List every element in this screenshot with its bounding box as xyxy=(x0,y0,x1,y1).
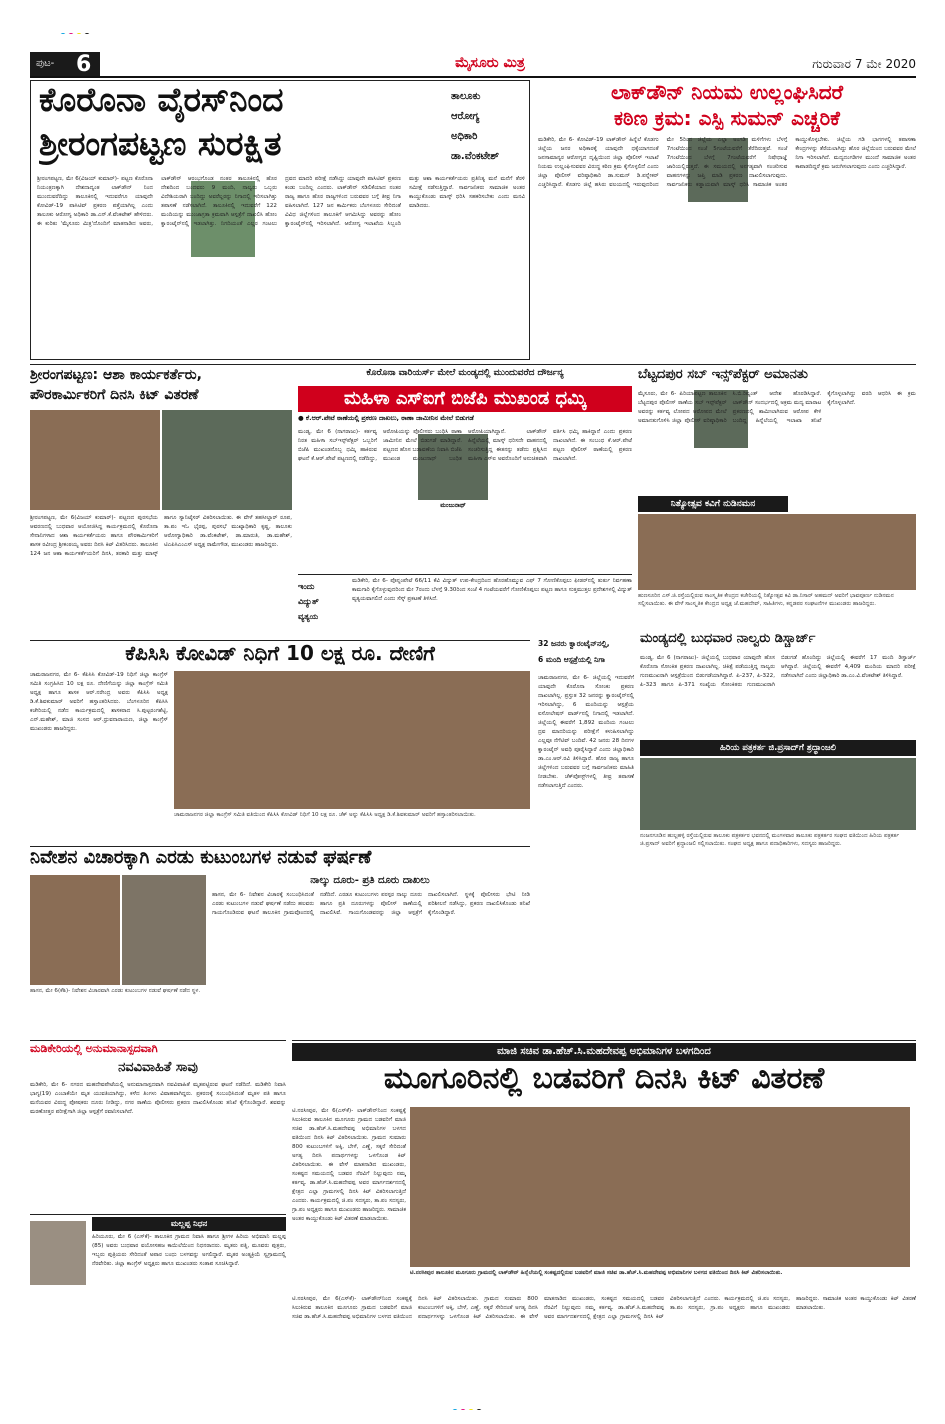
bettadapura-story xyxy=(638,368,916,494)
mahila-photo-caption: ಮಂಜುನಾಥ್ xyxy=(440,502,466,509)
sp-body: ಮಡಿಕೇರಿ, ಮೇ 6- ಕೋವಿಡ್-19 ಲಾಕ್‌ಡೌನ್ ಹಿನ್ನೆಲೆ ಕೊಡಗು ಜಿಲ್ಲೆಯ ಜನರ ಅಧಿಕಾರಕ್ಕೆ ಯಾವುದೇ ಧಕ್ಕೆಯಾಗದಂತೆ ಜನಸಾಮಾನ್ಯರ ಆರೋಗ್ಯದ ದೃಷ್ಟಿಯಿಂದ ಜಿಲ್ಲಾ ಪೊಲೀಸ್ ಇಲಾಖೆ ನಿಯಮ ಉಲ್ಲಂಘಿಸುವವರ ವಿರುದ್ಧ ಕಠಿಣ ಕ್ರಮ ಕೈಗೊಳ್ಳಲಿದೆ ಎಂದು ಜಿಲ್ಲಾ ಪೊಲೀಸ್ ವರಿಷ್ಠಾಧಿಕಾರಿ ಡಾ.ಸುಮನ್ ಡಿ.ಪನ್ನೇಕರ್ ಎಚ್ಚರಿಸಿದ್ದಾರೆ. ಕೊಡಗು ಜಿಲ್ಲೆ ಹಸಿರು ವಲಯದಲ್ಲಿ ಇರುವುದರಿಂದ ಮೇ 5ರಿಂದ ಜಿಲ್ಲೆಯ ಎಲ್ಲಾ ಅಂಗಡಿ ಮಳಿಗೆಗಳು ಬೆಳಗ್ಗೆ 7ಗಂಟೆಯಿಂದ ಸಂಜೆ 5ಗಂಟೆಯವರೆಗೆ ತೆರೆದಿರುತ್ತವೆ. ಸಂಜೆ 7ಗಂಟೆಯಿಂದ ಬೆಳಗ್ಗೆ 7ಗಂಟೆಯವರೆಗೆ ನಿಷೇಧಾಜ್ಞೆ ಜಾರಿಯಲ್ಲಿರುತ್ತದೆ. ಈ ಸಮಯದಲ್ಲಿ ಅನಗತ್ಯವಾಗಿ ಸಂಚರಿಸುವ ವಾಹನಗಳನ್ನು ಜಪ್ತಿ ಮಾಡಿ ಪ್ರಕರಣ ದಾಖಲಿಸಲಾಗುವುದು. ಸಾರ್ವಜನಿಕರು ಕಡ್ಡಾಯವಾಗಿ ಮಾಸ್ಕ್ ಧರಿಸಿ ಸಾಮಾಜಿಕ ಅಂತರ ಕಾಯ್ದುಕೊಳ್ಳಬೇಕು. ಜಿಲ್ಲೆಯ ಗಡಿ ಭಾಗಗಳಲ್ಲಿ ತಪಾಸಣಾ ಕೇಂದ್ರಗಳನ್ನು ತೆರೆಯಲಾಗಿದ್ದು ಹೊರ ಜಿಲ್ಲೆಯಿಂದ ಬರುವವರ ಮೇಲೆ ನಿಗಾ ಇರಿಸಲಾಗಿದೆ. ಮದ್ಯದಂಗಡಿಗಳ ಮುಂದೆ ಸಾಮಾಜಿಕ ಅಂತರ ಕಾಪಾಡದಿದ್ದರೆ ಕ್ರಮ ಜರುಗಿಸಲಾಗುವುದು ಎಂದು ಎಚ್ಚರಿಸಿದ್ದಾರೆ. xyxy=(538,137,916,188)
nivesana-photo-1 xyxy=(30,875,120,985)
registration-marks-top xyxy=(60,24,100,34)
nitya-story xyxy=(638,496,916,628)
sp-headline-2: ಕಠಿಣ ಕ್ರಮ: ಎಸ್ಪಿ ಸುಮನ್ ಎಚ್ಚರಿಕೆ xyxy=(614,106,840,130)
bettadapura-body: ಮೈಸೂರು, ಮೇ 6- ಪಿರಿಯಾಪಟ್ಟಣ ತಾಲೂಕಿನ ಬೆಟ್ಟದಪುರ ಪೊಲೀಸ್ ಠಾಣೆಯ ಸಬ್ ಇನ್ಸ್‌ಪೆಕ್ಟರ್ ಅವರನ್ನು ಕರ್ತವ್ಯ ಲೋಪದ ಆರೋಪದ ಮೇಲೆ ಅಮಾನತುಗೊಳಿಸಿ ಜಿಲ್ಲಾ ಪೊಲೀಸ್ ವರಿಷ್ಠಾಧಿಕಾರಿ ಸಿ.ಬಿ.ರಿಷ್ಯಂತ್ ಆದೇಶ ಹೊರಡಿಸಿದ್ದಾರೆ. ಲಾಕ್‌ಡೌನ್ ಸಂದರ್ಭದಲ್ಲಿ ಅಕ್ರಮ ಮದ್ಯ ಮಾರಾಟ ಪ್ರಕರಣದಲ್ಲಿ ಶಾಮೀಲಾಗಿರುವ ಆರೋಪ ಕೇಳಿ ಬಂದಿದ್ದ ಹಿನ್ನೆಲೆಯಲ್ಲಿ ಇಲಾಖಾ ತನಿಖೆ ಕೈಗೊಳ್ಳಲಾಗಿದ್ದು ವರದಿ ಆಧರಿಸಿ ಈ ಕ್ರಮ ಕೈಗೊಳ್ಳಲಾಗಿದೆ. xyxy=(638,391,916,424)
madikeri-story xyxy=(30,1040,286,1212)
obituary-portrait xyxy=(30,1221,86,1285)
nivesana-headline: ನಿವೇಶನ ವಿಚಾರಕ್ಕಾಗಿ ಎರಡು ಕುಟುಂಬಗಳ ನಡುವೆ ಘರ್ಷಣೆ xyxy=(30,849,372,868)
mahila-body: ಮಂಡ್ಯ, ಮೇ 6 (ನಾಗರಾಜು)- ಕರ್ತವ್ಯ ನಿರತ ಮಹಿಳಾ ಸಬ್‌ಇನ್ಸ್‌ಪೆಕ್ಟರ್ ಒಬ್ಬರಿಗೆ ಬಿಜೆಪಿ ಮುಖಂಡನೊಬ್ಬ ಧಮ್ಕಿ ಹಾಕಿರುವ ಘಟನೆ ಕೆ.ಆರ್.ಪೇಟೆ ಪಟ್ಟಣದಲ್ಲಿ ನಡೆದಿದ್ದು, ಆರೋಪಿಯನ್ನು ಪೊಲೀಸರು ಬಂಧಿಸಿ ಠಾಣಾ ಜಾಮೀನಿನ ಮೇಲೆ ಬಿಡುಗಡೆ ಮಾಡಿದ್ದಾರೆ. ಪಟ್ಟಣದ ಹೊಸ ಬಡಾವಣೆಯ ನಿವಾಸಿ ಬಿಜೆಪಿ ಮುಖಂಡ ಮಂಜುನಾಥ್ ಬಂಧಿತ ಆರೋಪಿಯಾಗಿದ್ದಾನೆ. ಲಾಕ್‌ಡೌನ್ ಹಿನ್ನೆಲೆಯಲ್ಲಿ ಮಾಸ್ಕ್ ಧರಿಸದೇ ವಾಹನದಲ್ಲಿ ಸಂಚರಿಸುತ್ತಿದ್ದ ಈತನನ್ನು ತಡೆದು ಪ್ರಶ್ನಿಸಿದ ಮಹಿಳಾ ಎಸ್‌ಐ ಅವರೊಂದಿಗೆ ಅನುಚಿತವಾಗಿ ವರ್ತಿಸಿ ಧಮ್ಕಿ ಹಾಕಿದ್ದಾನೆ ಎಂದು ಪ್ರಕರಣ ದಾಖಲಾಗಿದೆ. ಈ ಸಂಬಂಧ ಕೆ.ಆರ್.ಪೇಟೆ ಪಟ್ಟಣ ಪೊಲೀಸ್ ಠಾಣೆಯಲ್ಲಿ ಪ್ರಕರಣ ದಾಖಲಾಗಿದೆ. xyxy=(298,429,632,462)
lead-headline-1: ಕೊರೊನಾ ವೈರಸ್‌ನಿಂದ xyxy=(39,83,284,119)
mooguru-body: ಟಿ.ನರಸೀಪುರ, ಮೇ 6(ಎಸ್‌ಕೆ)- ಲಾಕ್‌ಡೌನ್‌ನಿಂದ ಸಂಕಷ್ಟಕ್ಕೆ ಸಿಲುಕಿರುವ ತಾಲೂಕಿನ ಮೂಗೂರು ಗ್ರಾಮದ ಬಡವರಿಗೆ ಮಾಜಿ ಸಚಿವ ಡಾ.ಹೆಚ್.ಸಿ.ಮಹದೇವಪ್ಪ ಅಭಿಮಾನಿಗಳ ಬಳಗದ ವತಿಯಿಂದ ದಿನಸಿ ಕಿಟ್ ವಿತರಿಸಲಾಯಿತು. ಗ್ರಾಮದ ಸುಮಾರು 800 ಕುಟುಂಬಗಳಿಗೆ ಅಕ್ಕಿ, ಬೇಳೆ, ಎಣ್ಣೆ, ಸಕ್ಕರೆ ಸೇರಿದಂತೆ ಅಗತ್ಯ ದಿನಸಿ ಪದಾರ್ಥಗಳನ್ನು ಒಳಗೊಂಡ ಕಿಟ್ ವಿತರಿಸಲಾಯಿತು. ಈ ವೇಳೆ ಮಾತನಾಡಿದ ಮುಖಂಡರು, ಸಂಕಷ್ಟದ ಸಮಯದಲ್ಲಿ ಬಡವರ ನೆರವಿಗೆ ನಿಲ್ಲುವುದು ನಮ್ಮ ಕರ್ತವ್ಯ. ಡಾ.ಹೆಚ್.ಸಿ.ಮಹದೇವಪ್ಪ ಅವರ ಮಾರ್ಗದರ್ಶನದಲ್ಲಿ ಕ್ಷೇತ್ರದ ಎಲ್ಲಾ ಗ್ರಾಮಗಳಲ್ಲಿ ದಿನಸಿ ಕಿಟ್ ವಿತರಿಸಲಾಗುತ್ತಿದೆ ಎಂದರು. ಕಾರ್ಯಕ್ರಮದಲ್ಲಿ ಜಿ.ಪಂ ಸದಸ್ಯರು, ತಾ.ಪಂ ಸದಸ್ಯರು, ಗ್ರಾ.ಪಂ ಅಧ್ಯಕ್ಷರು ಹಾಗೂ ಮುಖಂಡರು ಹಾಜರಿದ್ದರು. ಸಾಮಾಜಿಕ ಅಂತರ ಕಾಯ್ದುಕೊಂಡು ಕಿಟ್ ವಿತರಣೆ ಮಾಡಲಾಯಿತು. xyxy=(292,1296,916,1320)
asha-headline-1: ಶ್ರೀರಂಗಪಟ್ಟಣ: ಆಶಾ ಕಾರ್ಯಕರ್ತೆರು, xyxy=(30,368,202,383)
power-body: ಮಡಿಕೇರಿ, ಮೇ 6- ಪೊನ್ನಂಪೇಟೆ 66/11 ಕೆವಿ ವಿದ್ಯುತ್ ಉಪ-ಕೇಂದ್ರದಿಂದ ಹೊರಹೊಮ್ಮುವ ಎಫ್ 7 ಗೋಣಿಕೊಪ್ಪಲು ಫೀಡರ್‌ನಲ್ಲಿ ತುರ್ತು ನಿರ್ವಹಣಾ ಕಾಮಗಾರಿ ಕೈಗೊಳ್ಳುವುದರಿಂದ ಮೇ 7ರಂದು ಬೆಳಗ್ಗೆ 9.30ರಿಂದ ಸಂಜೆ 4 ಗಂಟೆಯವರೆಗೆ ಗೋಣಿಕೊಪ್ಪಲು ಪಟ್ಟಣ ಹಾಗೂ ಸುತ್ತಮುತ್ತಲ ಪ್ರದೇಶಗಳಲ್ಲಿ ವಿದ್ಯುತ್ ವ್ಯತ್ಯಯವಾಗಲಿದೆ ಎಂದು ಸೆಸ್ಕ್ ಪ್ರಕಟಣೆ ತಿಳಿಸಿದೆ. xyxy=(352,578,632,602)
mahila-story xyxy=(298,386,632,572)
kpcc-photo xyxy=(174,671,530,809)
page-number: 6 xyxy=(76,52,92,76)
mooguru-headline: ಮೂಗೂರಿನಲ್ಲಿ ಬಡವರಿಗೆ ದಿನಸಿ ಕಿಟ್ ವಿತರಣೆ xyxy=(383,1063,825,1096)
asha-headline-2: ಪೌರಕಾರ್ಮಿಕರಿಗೆ ದಿನಸಿ ಕಿಟ್ ವಿತರಣೆ xyxy=(30,388,199,403)
masthead xyxy=(30,52,916,78)
madikeri-headline-2: ನವವಿವಾಹಿತೆ ಸಾವು xyxy=(118,1061,198,1075)
side-label-line-3: ಅಧಿಕಾರಿ xyxy=(451,131,478,142)
mandya-body: ಮಂಡ್ಯ, ಮೇ 6 (ನಾಗರಾಜು)- ಜಿಲ್ಲೆಯಲ್ಲಿ ಬುಧವಾರ ಯಾವುದೇ ಹೊಸ ಕೊರೊನಾ ಸೋಂಕಿತ ಪ್ರಕರಣ ದಾಖಲಾಗಿಲ್ಲ. ಚಿಕಿತ್ಸೆ ಪಡೆಯುತ್ತಿದ್ದ ನಾಲ್ವರು ಗುಣಮುಖರಾಗಿ ಆಸ್ಪತ್ರೆಯಿಂದ ಬಿಡುಗಡೆಯಾಗಿದ್ದಾರೆ. ಪಿ-237, ಪಿ-322, ಪಿ-323 ಹಾಗೂ ಪಿ-371 ಸಂಖ್ಯೆಯ ಸೋಂಕಿತರು ಗುಣಮುಖರಾಗಿ ಬಿಡುಗಡೆ ಹೊಂದಿದ್ದು ಜಿಲ್ಲೆಯಲ್ಲಿ ಈವರೆಗೆ 17 ಮಂದಿ ಡಿಸ್ಚಾರ್ಜ್ ಆಗಿದ್ದಾರೆ. ಜಿಲ್ಲೆಯಲ್ಲಿ ಈವರೆಗೆ 4,409 ಮಂದಿಯ ಮಾದರಿ ಪರೀಕ್ಷೆ ನಡೆಸಲಾಗಿದೆ ಎಂದು ಜಿಲ್ಲಾಧಿಕಾರಿ ಡಾ.ಎಂ.ವಿ.ವೆಂಕಟೇಶ್ ತಿಳಿಸಿದ್ದಾರೆ. xyxy=(640,655,916,688)
mooguru-photo-caption: ಟಿ.ನರಸೀಪುರ ತಾಲೂಕಿನ ಮೂಗೂರು ಗ್ರಾಮದಲ್ಲಿ ಲಾಕ್‌ಡೌನ್ ಹಿನ್ನೆಲೆಯಲ್ಲಿ ಸಂಕಷ್ಟದಲ್ಲಿರುವ ಬಡವರಿಗೆ ಮಾಜಿ ಸಚಿವ ಡಾ.ಹೆಚ್.ಸಿ.ಮಹದೇವಪ್ಪ ಅಭಿಮಾನಿಗಳ ಬಳಗದ ವತಿಯಿಂದ ದಿನಸಿ ಕಿಟ್ ವಿತರಿಸಲಾಯಿತು. xyxy=(410,1270,783,1276)
nitya-headline: ನಿತ್ಯೋತ್ಸವ ಕವಿಗೆ ನುಡಿನಮನ xyxy=(638,496,788,512)
mooguru-body-left: ಟಿ.ನರಸೀಪುರ, ಮೇ 6(ಎಸ್‌ಕೆ)- ಲಾಕ್‌ಡೌನ್‌ನಿಂದ ಸಂಕಷ್ಟಕ್ಕೆ ಸಿಲುಕಿರುವ ತಾಲೂಕಿನ ಮೂಗೂರು ಗ್ರಾಮದ ಬಡವರಿಗೆ ಮಾಜಿ ಸಚಿವ ಡಾ.ಹೆಚ್.ಸಿ.ಮಹದೇವಪ್ಪ ಅಭಿಮಾನಿಗಳ ಬಳಗದ ವತಿಯಿಂದ ದಿನಸಿ ಕಿಟ್ ವಿತರಿಸಲಾಯಿತು. ಗ್ರಾಮದ ಸುಮಾರು 800 ಕುಟುಂಬಗಳಿಗೆ ಅಕ್ಕಿ, ಬೇಳೆ, ಎಣ್ಣೆ, ಸಕ್ಕರೆ ಸೇರಿದಂತೆ ಅಗತ್ಯ ದಿನಸಿ ಪದಾರ್ಥಗಳನ್ನು ಒಳಗೊಂಡ ಕಿಟ್ ವಿತರಿಸಲಾಯಿತು. ಈ ವೇಳೆ ಮಾತನಾಡಿದ ಮುಖಂಡರು, ಸಂಕಷ್ಟದ ಸಮಯದಲ್ಲಿ ಬಡವರ ನೆರವಿಗೆ ನಿಲ್ಲುವುದು ನಮ್ಮ ಕರ್ತವ್ಯ. ಡಾ.ಹೆಚ್.ಸಿ.ಮಹದೇವಪ್ಪ ಅವರ ಮಾರ್ಗದರ್ಶನದಲ್ಲಿ ಕ್ಷೇತ್ರದ ಎಲ್ಲಾ ಗ್ರಾಮಗಳಲ್ಲಿ ದಿನಸಿ ಕಿಟ್ ವಿತರಿಸಲಾಗುತ್ತಿದೆ ಎಂದರು. ಕಾರ್ಯಕ್ರಮದಲ್ಲಿ ಜಿ.ಪಂ ಸದಸ್ಯರು, ತಾ.ಪಂ ಸದಸ್ಯರು, ಗ್ರಾ.ಪಂ ಅಧ್ಯಕ್ಷರು ಹಾಗೂ ಮುಖಂಡರು ಹಾಜರಿದ್ದರು. ಸಾಮಾಜಿಕ ಅಂತರ ಕಾಯ್ದುಕೊಂಡು ಕಿಟ್ ವಿತರಣೆ ಮಾಡಲಾಯಿತು. xyxy=(292,1108,406,1222)
obituary-body: ಹಿರಿಯೂರು, ಮೇ 6 (ಎಸ್‌ಕೆ)- ತಾಲೂಕಿನ ಗ್ರಾಮದ ನಿವಾಸಿ ಹಾಗೂ ಶ್ರೀಗಳ ಹಿರಿಯ ಅಭಿಮಾನಿ ಮಲ್ಲಪ್ಪ (85) ಅವರು ಬುಧವಾರ ವಯೋಸಹಜ ಕಾಯಿಲೆಯಿಂದ ನಿಧನರಾದರು. ಮೃತರು ಪತ್ನಿ, ಮೂವರು ಪುತ್ರರು, ಇಬ್ಬರು ಪುತ್ರಿಯರು ಸೇರಿದಂತೆ ಅಪಾರ ಬಂಧು ಬಳಗವನ್ನು ಅಗಲಿದ್ದಾರೆ. ಮೃತರ ಅಂತ್ಯಕ್ರಿಯೆ ಸ್ವಗ್ರಾಮದಲ್ಲಿ ನೆರವೇರಿತು. ಜಿಲ್ಲಾ ಕಾಂಗ್ರೆಸ್ ಅಧ್ಯಕ್ಷರು ಹಾಗೂ ಮುಖಂಡರು ಸಂತಾಪ ಸೂಚಿಸಿದ್ದಾರೆ. xyxy=(92,1234,286,1267)
sp-headline-1: ಲಾಕ್‌ಡೌನ್ ನಿಯಮ ಉಲ್ಲಂಘಿಸಿದರೆ xyxy=(610,80,844,104)
nitya-caption: ಹುಣಸೂರಿನ ಎಸ್.ಜಿ.ರಸ್ತೆಯಲ್ಲಿರುವ ಸಾಂಸ್ಕೃತಿಕ ಕೇಂದ್ರದ ಕಚೇರಿಯಲ್ಲಿ ನಿತ್ಯೋತ್ಸವ ಕವಿ ಡಾ.ನಿಸಾರ್ ಅಹಮದ್ ಅವರಿಗೆ ಭಾವಪೂರ್ಣ ನುಡಿನಮನ ಸಲ್ಲಿಸಲಾಯಿತು. ಈ ವೇಳೆ ಸಾಂಸ್ಕೃತಿಕ ಕೇಂದ್ರದ ಅಧ್ಯಕ್ಷ ಜೆ.ಮಹದೇವ್, ಸಾಹಿತಿಗಳು, ಕನ್ನಡಪರ ಸಂಘಟನೆಗಳ ಮುಖಂಡರು ಹಾಜರಿದ್ದರು. xyxy=(638,593,894,607)
quarantine-headline-1: 32 ಜನರು ಕ್ವಾರಂಟೈನ್‌ನಲ್ಲಿ, xyxy=(538,640,610,648)
power-label-2: ವಿದ್ಯುತ್ xyxy=(298,597,319,606)
mahila-headline: ಮಹಿಳಾ ಎಸ್‌ಐಗೆ ಬಿಜೆಪಿ ಮುಖಂಡ ಧಮ್ಕಿ xyxy=(298,386,632,412)
power-label-1: ಇಂದು xyxy=(298,582,315,591)
nivesana-photo-caption: ಹಾಸನ, ಮೇ 6(ಕೆಶಿ)- ನಿವೇಶನ ವಿಚಾರವಾಗಿ ಎರಡು ಕುಟುಂಬಗಳ ನಡುವೆ ಘರ್ಷಣೆ ನಡೆದ ಸ್ಥಳ. xyxy=(30,988,201,994)
divider xyxy=(30,364,916,365)
side-label-line-4: ಡಾ.ವೆಂಕಟೇಶ್ xyxy=(451,151,499,162)
madikeri-body: ಮಡಿಕೇರಿ, ಮೇ 6- ನಗರದ ಮಹದೇವಪೇಟೆಯಲ್ಲಿ ಅನುಮಾನಾಸ್ಪದವಾಗಿ ನವವಿವಾಹಿತೆ ಮೃತಪಟ್ಟಿರುವ ಘಟನೆ ನಡೆದಿದೆ. ಮಡಿಕೇರಿ ನಿವಾಸಿ ಭಾಗ್ಯ(19) ಎಂಬಾಕೆಯೇ ಮೃತ ಯುವತಿಯಾಗಿದ್ದು, ಕಳೆದ ತಿಂಗಳು ವಿವಾಹವಾಗಿದ್ದರು. ಪ್ರಕರಣಕ್ಕೆ ಸಂಬಂಧಿಸಿದಂತೆ ಮೃತಳ ಪತಿ ಹಾಗೂ ಮನೆಯವರ ವಿರುದ್ಧ ಪೋಷಕರು ದೂರು ನೀಡಿದ್ದು, ನಗರ ಠಾಣೆಯ ಪೊಲೀಸರು ಪ್ರಕರಣ ದಾಖಲಿಸಿಕೊಂಡು ತನಿಖೆ ಕೈಗೊಂಡಿದ್ದಾರೆ. ಶವವನ್ನು ಮರಣೋತ್ತರ ಪರೀಕ್ಷೆಗಾಗಿ ಜಿಲ್ಲಾ ಆಸ್ಪತ್ರೆಗೆ ರವಾನಿಸಲಾಗಿದೆ. xyxy=(30,1082,286,1115)
side-label-line-2: ಆರೋಗ್ಯ xyxy=(451,111,480,122)
page-number-badge xyxy=(30,52,100,76)
lead-headline-2: ಶ್ರೀರಂಗಪಟ್ಟಣ ಸುರಕ್ಷಿತ xyxy=(39,127,282,163)
asha-story xyxy=(30,368,292,638)
asha-body: ಶ್ರೀರಂಗಪಟ್ಟಣ, ಮೇ 6(ವಿಜಯ್ ಕುಮಾರ್)- ಪಟ್ಟಣದ ಪುರಸಭೆಯ ಆವರಣದಲ್ಲಿ ಬುಧವಾರ ಆಯೋಜಿಸಿದ್ದ ಕಾರ್ಯಕ್ರಮದಲ್ಲಿ ಕೊರೊನಾ ಸೇನಾನಿಗಳಾದ ಆಶಾ ಕಾರ್ಯಕರ್ತೆಯರು ಹಾಗೂ ಪೌರಕಾರ್ಮಿಕರಿಗೆ ಶಾಸಕ ರವೀಂದ್ರ ಶ್ರೀಕಂಠಯ್ಯ ಅವರು ದಿನಸಿ ಕಿಟ್ ವಿತರಿಸಿದರು. ತಾಲೂಕಿನ 124 ಜನ ಆಶಾ ಕಾರ್ಯಕರ್ತೆಯರಿಗೆ ದಿನಸಿ, ತರಕಾರಿ ಮತ್ತು ಮಾಸ್ಕ್ ಹಾಗೂ ಸ್ಯಾನಿಟೈಸರ್ ವಿತರಿಸಲಾಯಿತು. ಈ ವೇಳೆ ತಹಸೀಲ್ದಾರ್ ರೂಪ, ತಾ.ಪಂ ಇಓ ಭೈರಪ್ಪ, ಪುರಸಭೆ ಮುಖ್ಯಾಧಿಕಾರಿ ಕೃಷ್ಣ, ತಾಲೂಕು ಆರೋಗ್ಯಾಧಿಕಾರಿ ಡಾ.ವೆಂಕಟೇಶ್, ಡಾ.ಮಾರುತಿ, ಡಾ.ಮಹೇಶ್, ಟಿಎಪಿಸಿಎಂಎಸ್ ಅಧ್ಯಕ್ಷ ರಾಮೇಗೌಡ, ಮುಖಂಡರು ಹಾಜರಿದ್ದರು. xyxy=(30,515,292,557)
power-label-3: ವ್ಯತ್ಯಯ xyxy=(298,612,319,621)
power-label xyxy=(298,579,348,629)
lead-body: ಶ್ರೀರಂಗಪಟ್ಟಣ, ಮೇ 6(ವಿಜಯ್ ಕುಮಾರ್)- ಪಟ್ಟಣ ಕೊರೊನಾ ನಿಯಂತ್ರಣಕ್ಕಾಗಿ ದೇಶದಾದ್ಯಂತ ಲಾಕ್‌ಡೌನ್ ನಿಂದ ಮುಂದುವರೆದಿದ್ದು ತಾಲೂಕಿನಲ್ಲಿ ಇದುವರೆಗೂ ಯಾವುದೇ ಕೋವಿಡ್-19 ಪಾಸಿಟಿವ್ ಪ್ರಕರಣ ಪತ್ತೆಯಾಗಿಲ್ಲ ಎಂದು ತಾಲೂಕು ಆರೋಗ್ಯ ಅಧಿಕಾರಿ ಡಾ.ಎನ್.ಕೆ.ವೆಂಕಟೇಶ್ ಹೇಳಿದರು. ಈ ಕುರಿತು 'ಮೈಸೂರು ಮಿತ್ರ'ದೊಂದಿಗೆ ಮಾತನಾಡಿದ ಅವರು, ಲಾಕ್‌ಡೌನ್ ಆರಂಭಗೊಂಡ ನಂತರ ತಾಲೂಕಿನಲ್ಲಿ ಹೊರ ದೇಶದಿಂದ ಬಂದವರು 9 ಮಂದಿ, ನಾಲ್ವರು ಒಬ್ಬರು ವಿದೇಶಿಯರಾಗಿ ಬಂದಿದ್ದು ಅವರೆಲ್ಲರನ್ನು ನಿಗಾದಲ್ಲಿ ಇರಿಸಲಾಗಿತ್ತು ತಪಾಸಣೆ ನಡೆಸಲಾಗಿದೆ. ತಾಲೂಕಿನಲ್ಲಿ ಇದುವರೆಗೆ 122 ಮಂದಿಯನ್ನು ಮುಂಜಾಗ್ರತಾ ಕ್ರಮವಾಗಿ ಆಸ್ಪತ್ರೆಗೆ ದಾಖಲಿಸಿ ಹೋಂ ಕ್ವಾರಂಟೈನ್‌ನಲ್ಲಿ ಇಡಲಾಗಿತ್ತು. ನಿಗದಿಯಂತೆ ಎಲ್ಲರ ಗಂಟಲು ದ್ರವದ ಮಾದರಿ ಪರೀಕ್ಷೆ ನಡೆಸಿದ್ದು ಯಾವುದೇ ಪಾಸಿಟಿವ್ ಪ್ರಕರಣ ಕಂಡು ಬಂದಿಲ್ಲ ಎಂದರು. ಲಾಕ್‌ಡೌನ್ ಸಡಿಲಿಕೆಯಾದ ನಂತರ ರಾಜ್ಯ ಹಾಗೂ ಹೊರ ರಾಜ್ಯಗಳಿಂದ ಬರುವವರ ಬಗ್ಗೆ ತೀವ್ರ ನಿಗಾ ವಹಿಸಲಾಗಿದೆ. 127 ಜನ ಕಾರ್ಮಿಕರು ಬೆಂಗಳೂರು ಸೇರಿದಂತೆ ವಿವಿಧ ಜಿಲ್ಲೆಗಳಿಂದ ತಾಲೂಕಿಗೆ ಆಗಮಿಸಿದ್ದು ಅವರನ್ನು ಹೋಂ ಕ್ವಾರಂಟೈನ್‌ನಲ್ಲಿ ಇರಿಸಲಾಗಿದೆ. ಆರೋಗ್ಯ ಇಲಾಖೆಯ ಸಿಬ್ಬಂದಿ ಮತ್ತು ಆಶಾ ಕಾರ್ಯಕರ್ತೆಯರು ಪ್ರತಿನಿತ್ಯ ಮನೆ ಮನೆಗೆ ತೆರಳಿ ಸಮೀಕ್ಷೆ ನಡೆಸುತ್ತಿದ್ದಾರೆ. ಸಾರ್ವಜನಿಕರು ಸಾಮಾಜಿಕ ಅಂತರ ಕಾಯ್ದುಕೊಂಡು ಮಾಸ್ಕ್ ಧರಿಸಿ ಸಹಕರಿಸಬೇಕು ಎಂದು ಮನವಿ ಮಾಡಿದರು. xyxy=(37,176,525,227)
asha-photo-2 xyxy=(162,410,292,510)
mandya-headline: ಮಂಡ್ಯದಲ್ಲಿ ಬುಧವಾರ ನಾಲ್ವರು ಡಿಸ್ಚಾರ್ಜ್ xyxy=(640,632,816,646)
tribute-headline: ಹಿರಿಯ ಪತ್ರಕರ್ತ ಜಿ.ಪ್ರಸಾದ್‌ಗೆ ಶ್ರದ್ಧಾಂಜಲಿ xyxy=(640,740,916,756)
mandya-story xyxy=(640,632,916,736)
nivesana-subhead: ನಾಲ್ಕು ದೂರು- ಪ್ರತಿ ದೂರು ದಾಖಲು xyxy=(310,875,430,886)
power-story xyxy=(298,574,632,632)
asha-photo-1 xyxy=(30,410,160,510)
registration-marks-bottom xyxy=(452,1400,492,1410)
tribute-photo xyxy=(640,758,916,830)
tribute-story xyxy=(640,740,916,864)
quarantine-body: ಚಾಮರಾಜನಗರ, ಮೇ 6- ಜಿಲ್ಲೆಯಲ್ಲಿ ಇದುವರೆಗೆ ಯಾವುದೇ ಕೊರೊನಾ ಸೋಂಕು ಪ್ರಕರಣ ದಾಖಲಾಗಿಲ್ಲ. ಪ್ರಸ್ತುತ 32 ಜನರನ್ನು ಕ್ವಾರಂಟೈನ್‌ನಲ್ಲಿ ಇರಿಸಲಾಗಿದ್ದು, 6 ಮಂದಿಯನ್ನು ಆಸ್ಪತ್ರೆಯ ಐಸೋಲೇಷನ್ ವಾರ್ಡ್‌ನಲ್ಲಿ ನಿಗಾದಲ್ಲಿ ಇಡಲಾಗಿದೆ. ಜಿಲ್ಲೆಯಲ್ಲಿ ಈವರೆಗೆ 1,892 ಮಂದಿಯ ಗಂಟಲು ದ್ರವ ಮಾದರಿಯನ್ನು ಪರೀಕ್ಷೆಗೆ ಕಳುಹಿಸಲಾಗಿದ್ದು ಎಲ್ಲವೂ ನೆಗೆಟಿವ್ ಬಂದಿವೆ. 42 ಜನರು 28 ದಿನಗಳ ಕ್ವಾರಂಟೈನ್ ಅವಧಿ ಪೂರೈಸಿದ್ದಾರೆ ಎಂದು ಜಿಲ್ಲಾಧಿಕಾರಿ ಡಾ.ಎಂ.ಆರ್.ರವಿ ತಿಳಿಸಿದ್ದಾರೆ. ಹೊರ ರಾಜ್ಯ ಹಾಗೂ ಜಿಲ್ಲೆಗಳಿಂದ ಬರುವವರ ಬಗ್ಗೆ ಸಾರ್ವಜನಿಕರು ಮಾಹಿತಿ ನೀಡಬೇಕು. ಚೆಕ್‌ಪೋಸ್ಟ್‌ಗಳಲ್ಲಿ ತೀವ್ರ ತಪಾಸಣೆ ನಡೆಸಲಾಗುತ್ತಿದೆ ಎಂದರು. xyxy=(538,675,634,789)
bettadapura-headline: ಬೆಟ್ಟದಪುರ ಸಬ್ ಇನ್ಸ್‌ಪೆಕ್ಟರ್ ಅಮಾನತು xyxy=(638,368,808,382)
sp-story xyxy=(538,80,916,360)
page-label: ಪುಟ- xyxy=(36,58,55,69)
mooguru-photo xyxy=(410,1107,910,1267)
mooguru-banner: ಮಾಜಿ ಸಚಿವ ಡಾ.ಹೆಚ್.ಸಿ.ಮಹದೇವಪ್ಪ ಅಭಿಮಾನಿಗಳ ಬಳಗದಿಂದ xyxy=(292,1043,916,1061)
quarantine-headline-2: 6 ಮಂದಿ ಆಸ್ಪತ್ರೆಯಲ್ಲಿ ನಿಗಾ xyxy=(538,656,606,664)
kpcc-photo-caption: ಚಾಮರಾಜನಗರ ಜಿಲ್ಲಾ ಕಾಂಗ್ರೆಸ್ ಸಮಿತಿ ವತಿಯಿಂದ ಕೆಪಿಸಿಸಿ ಕೋವಿಡ್ ನಿಧಿಗೆ 10 ಲಕ್ಷ ರೂ. ಚೆಕ್ ಅನ್ನು ಕೆಪಿಸಿಸಿ ಅಧ್ಯಕ್ಷ ಡಿ.ಕೆ.ಶಿವಕುಮಾರ್ ಅವರಿಗೆ ಹಸ್ತಾಂತರಿಸಲಾಯಿತು. xyxy=(174,812,476,818)
issue-date: ಗುರುವಾರ 7 ಮೇ 2020 xyxy=(812,57,916,71)
lead-story xyxy=(30,80,530,360)
korona-warriors-banner: ಕೊರೊನಾ ವಾರಿಯರ್ಸ್ ಮೇಲೆ ಮಂಡ್ಯದಲ್ಲಿ ಮುಂದುವರೆದ ದೌರ್ಜನ್ಯ xyxy=(366,368,564,378)
quarantine-story xyxy=(538,640,634,862)
madikeri-headline-1: ಮಡಿಕೇರಿಯಲ್ಲಿ ಅನುಮಾನಾಸ್ಪದವಾಗಿ xyxy=(30,1043,158,1055)
kpcc-headline: ಕೆಪಿಸಿಸಿ ಕೋವಿಡ್ ನಿಧಿಗೆ 10 ಲಕ್ಷ ರೂ. ದೇಣಿಗೆ xyxy=(125,643,435,665)
tribute-caption: ನಂಜನಗೂಡಿನ ಹುಲ್ಲಹಳ್ಳಿ ರಸ್ತೆಯಲ್ಲಿರುವ ತಾಲೂಕು ಪತ್ರಕರ್ತರ ಭವನದಲ್ಲಿ ಮಂಗಳವಾರ ತಾಲೂಕು ಪತ್ರಕರ್ತರ ಸಂಘದ ವತಿಯಿಂದ ಹಿರಿಯ ಪತ್ರಕರ್ತ ಜಿ.ಪ್ರಸಾದ್ ಅವರಿಗೆ ಶ್ರದ್ಧಾಂಜಲಿ ಸಲ್ಲಿಸಲಾಯಿತು. ಸಂಘದ ಅಧ್ಯಕ್ಷ ಹಾಗೂ ಪದಾಧಿಕಾರಿಗಳು, ಸದಸ್ಯರು ಹಾಜರಿದ್ದರು. xyxy=(640,833,900,847)
kpcc-story xyxy=(30,640,530,840)
side-label-line-1: ತಾಲೂಕು xyxy=(451,91,481,102)
nivesana-photo-2 xyxy=(122,875,206,985)
mahila-subhead: ● ಕೆ.ಆರ್.ಪೇಟೆ ಠಾಣೆಯಲ್ಲಿ ಪ್ರಕರಣ ದಾಖಲು, ಠಾಣಾ ಜಾಮೀನಿನ ಮೇಲೆ ಬಿಡುಗಡೆ xyxy=(298,414,474,422)
kpcc-body: ಚಾಮರಾಜನಗರ, ಮೇ 6- ಕೆಪಿಸಿಸಿ ಕೋವಿಡ್-19 ನಿಧಿಗೆ ಜಿಲ್ಲಾ ಕಾಂಗ್ರೆಸ್ ಸಮಿತಿ ಸಂಗ್ರಹಿಸಿದ 10 ಲಕ್ಷ ರೂ. ದೇಣಿಗೆಯನ್ನು ಜಿಲ್ಲಾ ಕಾಂಗ್ರೆಸ್ ಸಮಿತಿ ಅಧ್ಯಕ್ಷ ಹಾಗೂ ಶಾಸಕ ಆರ್.ನರೇಂದ್ರ ಅವರು ಕೆಪಿಸಿಸಿ ಅಧ್ಯಕ್ಷ ಡಿ.ಕೆ.ಶಿವಕುಮಾರ್ ಅವರಿಗೆ ಹಸ್ತಾಂತರಿಸಿದರು. ಬೆಂಗಳೂರಿನ ಕೆಪಿಸಿಸಿ ಕಚೇರಿಯಲ್ಲಿ ನಡೆದ ಕಾರ್ಯಕ್ರಮದಲ್ಲಿ ಶಾಸಕರಾದ ಸಿ.ಪುಟ್ಟರಂಗಶೆಟ್ಟಿ, ಎನ್.ಮಹೇಶ್, ಮಾಜಿ ಸಂಸದ ಆರ್.ಧ್ರುವನಾರಾಯಣ, ಜಿಲ್ಲಾ ಕಾಂಗ್ರೆಸ್ ಮುಖಂಡರು ಹಾಜರಿದ್ದರು. xyxy=(30,672,168,732)
nitya-photo xyxy=(638,514,916,590)
obituary-headline: ಮಲ್ಲಪ್ಪ ನಿಧನ xyxy=(92,1217,286,1231)
paper-name: ಮೈಸೂರು ಮಿತ್ರ xyxy=(455,55,525,71)
nivesana-story xyxy=(30,846,530,1034)
obituary xyxy=(30,1214,286,1364)
lead-side-label xyxy=(451,87,527,169)
nivesana-body: ಹಾಸನ, ಮೇ 6- ನಿವೇಶನ ವಿಚಾರಕ್ಕೆ ಸಂಬಂಧಿಸಿದಂತೆ ಎರಡು ಕುಟುಂಬಗಳ ನಡುವೆ ಘರ್ಷಣೆ ನಡೆದು ಹಲವರು ಗಾಯಗೊಂಡಿರುವ ಘಟನೆ ತಾಲೂಕಿನ ಗ್ರಾಮವೊಂದರಲ್ಲಿ ನಡೆದಿದೆ. ಎರಡೂ ಕುಟುಂಬಗಳು ಪರಸ್ಪರ ನಾಲ್ಕು ದೂರು ಹಾಗೂ ಪ್ರತಿ ದೂರುಗಳನ್ನು ಪೊಲೀಸ್ ಠಾಣೆಯಲ್ಲಿ ದಾಖಲಿಸಿವೆ. ಗಾಯಗೊಂಡವರನ್ನು ಜಿಲ್ಲಾ ಆಸ್ಪತ್ರೆಗೆ ದಾಖಲಿಸಲಾಗಿದೆ. ಸ್ಥಳಕ್ಕೆ ಪೊಲೀಸರು ಭೇಟಿ ನೀಡಿ ಪರಿಶೀಲನೆ ನಡೆಸಿದ್ದು, ಪ್ರಕರಣ ದಾಖಲಿಸಿಕೊಂಡು ತನಿಖೆ ಕೈಗೊಂಡಿದ್ದಾರೆ. xyxy=(212,892,530,916)
mooguru-story xyxy=(292,1040,916,1364)
